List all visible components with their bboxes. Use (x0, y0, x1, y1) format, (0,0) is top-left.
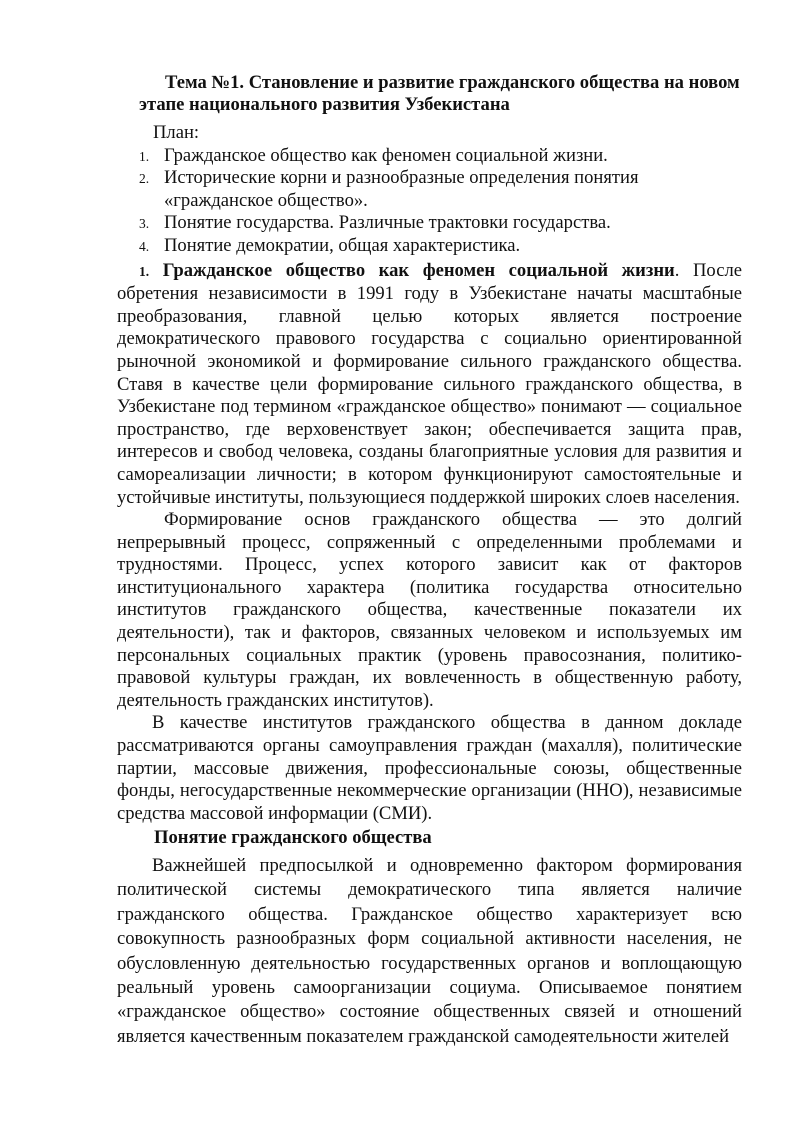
section-1-text: . После обретения независимости в 1991 году в Узбекистане начаты масштабные преобразования, главной целью которых является построение демократического правового государства с социально ориентированной рыночной экономикой и формирование сильного гражданского общества. Ставя в качестве цели формирование сильного гражданского общества, в Узбекистане под термином «гражданское общество» понимают — социальное пространство, где верховенствует закон; обеспечивается защита прав, интересов и свобод человека, созданы благоприятные условия для развития и самореализации личности; в котором функционируют самостоятельные и устойчивые институты, пользующиеся поддержкой широких слоев населения. (117, 259, 742, 508)
subheading: Понятие гражданского общества (154, 827, 432, 849)
plan-item-number: 2. (139, 171, 150, 187)
plan-item-text: Понятие демократии, общая характеристика. (164, 234, 521, 256)
plan-item-text: Исторические корни и разнообразные определения понятия «гражданское общество». (164, 167, 639, 211)
plan-item (117, 145, 742, 168)
document-page (117, 72, 742, 1049)
section-1-heading: Гражданское общество как феномен социальной жизни (162, 259, 675, 281)
plan-list (117, 145, 742, 258)
plan-item (117, 235, 742, 258)
plan-item (117, 167, 742, 212)
plan-item-text: Понятие государства. Различные трактовки государства. (164, 212, 611, 234)
paragraph-3: В качестве институтов гражданского общества в данном докладе рассматриваются органы самоуправления граждан (махалля), политические партии, массовые движения, профессиональные союзы, общественные фонды, негосударственные некоммерческие организации (ННО), независимые средства массовой информации (СМИ). (117, 712, 742, 824)
section-1-paragraph (117, 260, 742, 510)
plan-item-number: 4. (139, 238, 150, 254)
plan-item-number: 1. (139, 148, 150, 164)
plan-item-number: 3. (139, 216, 150, 232)
plan-item (117, 212, 742, 235)
section-1-number: 1. (139, 263, 150, 279)
plan-item-text: Гражданское общество как феномен социальной жизни. (164, 144, 608, 166)
paragraph-2: Формирование основ гражданского общества — это долгий непрерывный процесс, сопряженный с определенными проблемами и трудностями. Процесс, успех которого зависит как от факторов институционального характера (политика государства относительно институтов гражданского общества, качественные показатели их деятельности), так и факторов, связанных человеком и используемых им персональных социальных практик (уровень правосознания, политико-правовой культуры граждан, их вовлеченность в общественную работу, деятельность гражданских институтов). (117, 509, 742, 711)
paragraph-4: Важнейшей предпосылкой и одновременно фактором формирования политической системы демократического типа является наличие гражданского общества. Гражданское общество характеризует всю совокупность разнообразных форм социальной активности населения, не обусловленную деятельностью государственных органов и воплощающую реальный уровень самоорганизации социума. Описываемое понятием «гражданское общество» состояние общественных связей и отношений является качественным показателем гражданской самодеятельности жителей (117, 855, 742, 1047)
plan-label: План: (153, 122, 200, 143)
document-title: Тема №1. Становление и развитие гражданского общества на новом этапе национального развития Узбекистана (139, 72, 740, 115)
